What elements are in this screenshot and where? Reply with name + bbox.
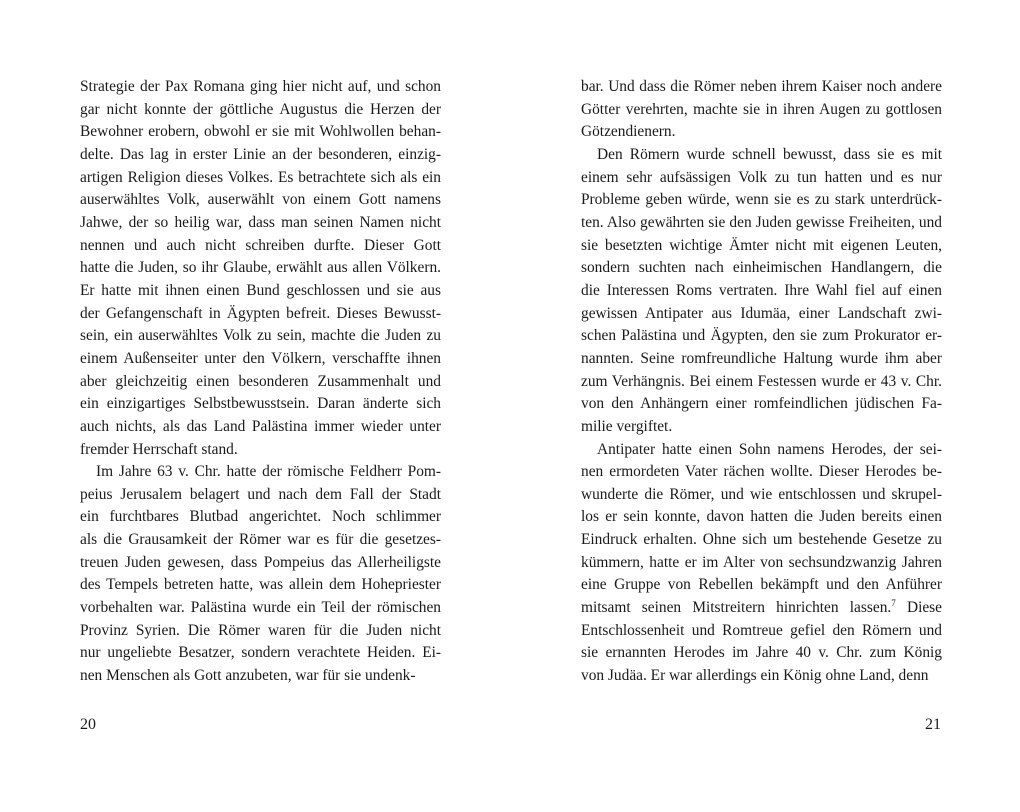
text-line: sie besetzten wichtige Ämter nicht mit eigenen Leuten,: [581, 236, 942, 254]
text-line: nen Menschen als Gott anzubeten, war für sie undenk-: [80, 667, 416, 685]
text-line: gar nicht konnte der göttliche Augustus die Herzen der: [80, 100, 441, 118]
text-line: sondern suchten nach einheimischen Handlangern, die: [581, 259, 942, 277]
text-line: bar. Und dass die Römer neben ihrem Kaiser noch andere: [581, 78, 942, 95]
text-line: ein furchtbares Blutbad angerichtet. Noch schlimmer: [80, 508, 441, 526]
text-line: Götter verehrten, machte sie in ihren Augen zu gottlosen: [581, 100, 942, 118]
text-line: Bewohner erobern, obwohl er sie mit Wohlwollen behan-: [80, 123, 441, 141]
text-line: vorbehalten war. Palästina wurde ein Teil der römischen: [80, 599, 441, 617]
text-line: Den Römern wurde schnell bewusst, dass sie es mit: [597, 145, 942, 163]
text-line: treuen Juden gewesen, dass Pompeius das Allerheiligste: [80, 553, 441, 571]
page-number-left: 20: [80, 716, 96, 733]
text-line: einem Außenseiter unter den Völkern, verschaffte ihnen: [80, 349, 441, 367]
text-line: sie ernannten Herodes im Jahre 40 v. Chr. zum König: [581, 644, 942, 662]
text-line: nannten. Seine romfreundliche Haltung wurde ihm aber: [581, 349, 942, 367]
text-line-content: mitsamt seinen Mitstreitern hinrichten lassen.: [581, 599, 892, 617]
paragraph: [581, 76, 942, 144]
text-line: Im Jahre 63 v. Chr. hatte der römische Feldherr Pom-: [96, 463, 441, 481]
text-line: schen Palästina und Ägypten, den sie zum Prokurator er-: [581, 327, 942, 345]
text-line: auch nichts, als das Land Palästina immer wieder unter: [80, 417, 441, 435]
text-line: artigen Religion dieses Volkes. Es betrachtete sich als ein: [80, 168, 441, 186]
text-line: gewissen Antipater aus Idumäa, einer Landschaft zwi-: [581, 304, 942, 322]
text-line: Antipater hatte einen Sohn namens Herodes, der sei-: [597, 440, 942, 458]
text-line: sein, ein auserwähltes Volk zu sein, machte die Juden zu: [80, 327, 441, 345]
text-line: milie vergiftet.: [581, 417, 673, 435]
text-line: Strategie der Pax Romana ging hier nicht auf, und schon: [80, 78, 441, 95]
text-line: aber gleichzeitig einen besonderen Zusammenhalt und: [80, 372, 441, 390]
text-line: ten. Also gewährten sie den Juden gewisse Freiheiten, und: [581, 213, 942, 231]
text-line: [581, 597, 942, 620]
footnote-trailing-text: Diese: [895, 599, 942, 617]
text-line: ein einzigartiges Selbstbewusstsein. Daran änderte sich: [80, 395, 441, 413]
text-line: von Judäa. Er war allerdings ein König ohne Land, denn: [581, 667, 929, 685]
text-line: des Tempels betreten hatte, was allein dem Hohepriester: [80, 576, 441, 594]
paragraph: [80, 461, 441, 688]
text-line: einem sehr aufsässigen Volk zu tun hatten und es nur: [581, 168, 942, 186]
text-line: Eindruck erhalten. Ohne sich um bestehende Gesetze zu: [581, 531, 942, 549]
text-line: die Interessen Roms vertraten. Ihre Wahl fiel auf einen: [581, 281, 942, 299]
text-line: von den Anhängern einer romfeindlichen jüdischen Fa-: [581, 395, 942, 413]
text-line: als die Grausamkeit der Römer war es für die gesetzes-: [80, 531, 441, 549]
text-line: eine Gruppe von Rebellen bekämpft und den Anführer: [581, 576, 942, 594]
text-line: Jahwe, der so heilig war, dass man seinen Namen nicht: [80, 213, 441, 231]
text-line: los er sein konnte, davon hatten die Juden bereits einen: [581, 508, 942, 526]
paragraph: [581, 439, 942, 688]
footnote-marker[interactable]: 7: [891, 598, 896, 609]
text-line: der Gefangenschaft in Ägypten befreit. Dieses Bewusst-: [80, 304, 441, 322]
text-line: kümmern, hatte er im Alter von sechsundzwanzig Jahren: [581, 553, 942, 571]
paragraph: [80, 76, 441, 461]
text-line: delte. Das lag in erster Linie an der besonderen, einzig-: [80, 145, 441, 163]
page-number-right: 21: [925, 716, 941, 733]
text-line: Er hatte mit ihnen einen Bund geschlossen und sie aus: [80, 281, 441, 299]
text-line: Entschlossenheit und Romtreue gefiel den Römern und: [581, 621, 942, 639]
text-line: fremder Herrschaft stand.: [80, 440, 238, 458]
text-line: hatte die Juden, so ihr Glaube, erwählt aus allen Völkern.: [80, 259, 441, 277]
text-line: Probleme geben würde, wenn sie es zu stark unterdrück-: [581, 191, 942, 209]
text-line: auserwähltes Volk, auserwählt von einem Gott namens: [80, 191, 441, 209]
right-page: [581, 76, 942, 688]
left-page: [80, 76, 441, 688]
text-line: nennen und auch nicht schreiben durfte. Dieser Gott: [80, 236, 441, 254]
text-line: zum Verhängnis. Bei einem Festessen wurde er 43 v. Chr.: [581, 372, 942, 390]
paragraph: [581, 144, 942, 439]
text-line: wunderte die Römer, und wie entschlossen und skrupel-: [581, 485, 942, 503]
text-line: Götzendienern.: [581, 123, 676, 141]
text-line: peius Jerusalem belagert und nach dem Fall der Stadt: [80, 485, 441, 503]
text-line: Provinz Syrien. Die Römer waren für die Juden nicht: [80, 621, 441, 639]
text-line: nen ermordeten Vater rächen wollte. Dieser Herodes be-: [581, 463, 942, 481]
text-line: nur ungeliebte Besatzer, sondern verachtete Heiden. Ei-: [80, 644, 441, 662]
